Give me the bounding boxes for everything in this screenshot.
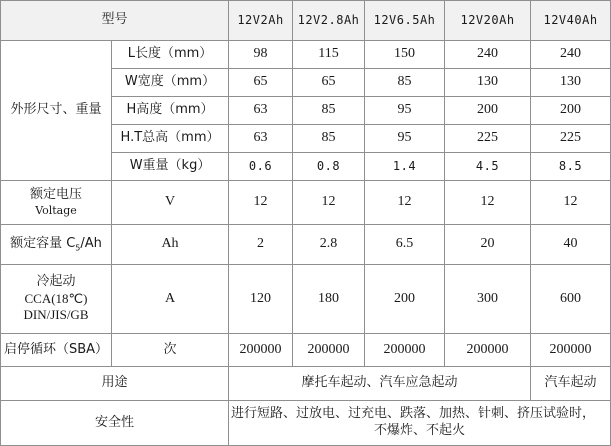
capacity-label-subscript: 5 xyxy=(75,243,81,253)
table-row xyxy=(1,225,611,265)
table-row xyxy=(1,265,611,334)
table-cell: 130 xyxy=(531,69,611,97)
table-cell: 225 xyxy=(531,125,611,153)
table-cell: 85 xyxy=(293,125,365,153)
table-cell: 200 xyxy=(365,265,445,334)
header-row xyxy=(1,1,611,41)
table-cell: 12 xyxy=(293,181,365,225)
table-cell: 2.8 xyxy=(293,225,365,265)
table-cell: 240 xyxy=(531,41,611,69)
table-cell: 300 xyxy=(445,265,531,334)
usage-label: 用途 xyxy=(1,367,229,401)
model-label: 型号 xyxy=(1,1,229,41)
usage-row xyxy=(1,367,611,401)
voltage-label-cn: 额定电压 xyxy=(29,186,82,202)
cold-start-label-line2: CCA(18℃) xyxy=(24,290,88,306)
cold-start-label xyxy=(1,265,112,334)
table-cell: 200000 xyxy=(531,334,611,367)
voltage-label-en: Voltage xyxy=(35,203,77,217)
safety-description xyxy=(229,401,611,446)
table-cell: 180 xyxy=(293,265,365,334)
row-label: H高度（mm） xyxy=(112,97,229,125)
safety-line1: 进行短路、过放电、过充电、跌落、加热、针刺、挤压试验时， xyxy=(231,406,596,422)
table-cell: 115 xyxy=(293,41,365,69)
cold-start-label-line3: DIN/JIS/GB xyxy=(23,307,89,323)
table-cell: 85 xyxy=(365,69,445,97)
usage-car: 汽车起动 xyxy=(531,367,611,401)
cold-start-label-line1: 冷起动 xyxy=(36,273,76,289)
voltage-unit: V xyxy=(112,181,229,225)
row-label: L长度（mm） xyxy=(112,41,229,69)
table-cell: 200 xyxy=(445,97,531,125)
table-cell: 200000 xyxy=(293,334,365,367)
table-cell: 63 xyxy=(229,97,293,125)
row-label: W重量（kg） xyxy=(112,153,229,181)
capacity-label-prefix: 额定容量 C xyxy=(10,235,76,251)
table-cell: 200000 xyxy=(229,334,293,367)
table-cell: 0.8 xyxy=(293,153,365,181)
table-cell: 65 xyxy=(229,69,293,97)
capacity-label xyxy=(1,225,112,265)
table-cell: 6.5 xyxy=(365,225,445,265)
table-cell: 0.6 xyxy=(229,153,293,181)
table-cell: 12 xyxy=(229,181,293,225)
table-cell: 12 xyxy=(445,181,531,225)
table-cell: 40 xyxy=(531,225,611,265)
start-stop-label: 启停循环（SBA） xyxy=(1,334,112,367)
capacity-label-suffix: /Ah xyxy=(80,235,102,251)
safety-row xyxy=(1,401,611,446)
table-cell: 95 xyxy=(365,97,445,125)
table-cell: 8.5 xyxy=(531,153,611,181)
table-cell: 600 xyxy=(531,265,611,334)
table-cell: 240 xyxy=(445,41,531,69)
table-cell: 130 xyxy=(445,69,531,97)
table-cell: 4.5 xyxy=(445,153,531,181)
start-stop-unit: 次 xyxy=(112,334,229,367)
usage-motorcycle: 摩托车起动、汽车应急起动 xyxy=(229,367,531,401)
table-cell: 95 xyxy=(365,125,445,153)
model-header: 12V2Ah xyxy=(229,1,293,41)
safety-label: 安全性 xyxy=(1,401,229,446)
model-header: 12V40Ah xyxy=(531,1,611,41)
table-cell: 85 xyxy=(293,97,365,125)
table-cell: 120 xyxy=(229,265,293,334)
table-cell: 200000 xyxy=(445,334,531,367)
table-cell: 12 xyxy=(531,181,611,225)
table-cell: 150 xyxy=(365,41,445,69)
table-cell: 20 xyxy=(445,225,531,265)
row-label: H.T总高（mm） xyxy=(112,125,229,153)
table-row xyxy=(1,181,611,225)
table-cell: 1.4 xyxy=(365,153,445,181)
dimensions-group-label: 外形尺寸、重量 xyxy=(1,41,112,181)
table-row xyxy=(1,334,611,367)
table-cell: 12 xyxy=(365,181,445,225)
table-row xyxy=(1,41,611,69)
table-cell: 2 xyxy=(229,225,293,265)
table-cell: 98 xyxy=(229,41,293,69)
cold-start-unit: A xyxy=(112,265,229,334)
table-cell: 63 xyxy=(229,125,293,153)
model-header: 12V20Ah xyxy=(445,1,531,41)
capacity-unit: Ah xyxy=(112,225,229,265)
model-header: 12V6.5Ah xyxy=(365,1,445,41)
table-cell: 65 xyxy=(293,69,365,97)
model-header: 12V2.8Ah xyxy=(293,1,365,41)
table-cell: 200000 xyxy=(365,334,445,367)
table-cell: 200 xyxy=(531,97,611,125)
row-label: W宽度（mm） xyxy=(112,69,229,97)
table-cell: 225 xyxy=(445,125,531,153)
voltage-label xyxy=(1,181,112,225)
safety-line2: 不爆炸、不起火 xyxy=(374,423,466,438)
